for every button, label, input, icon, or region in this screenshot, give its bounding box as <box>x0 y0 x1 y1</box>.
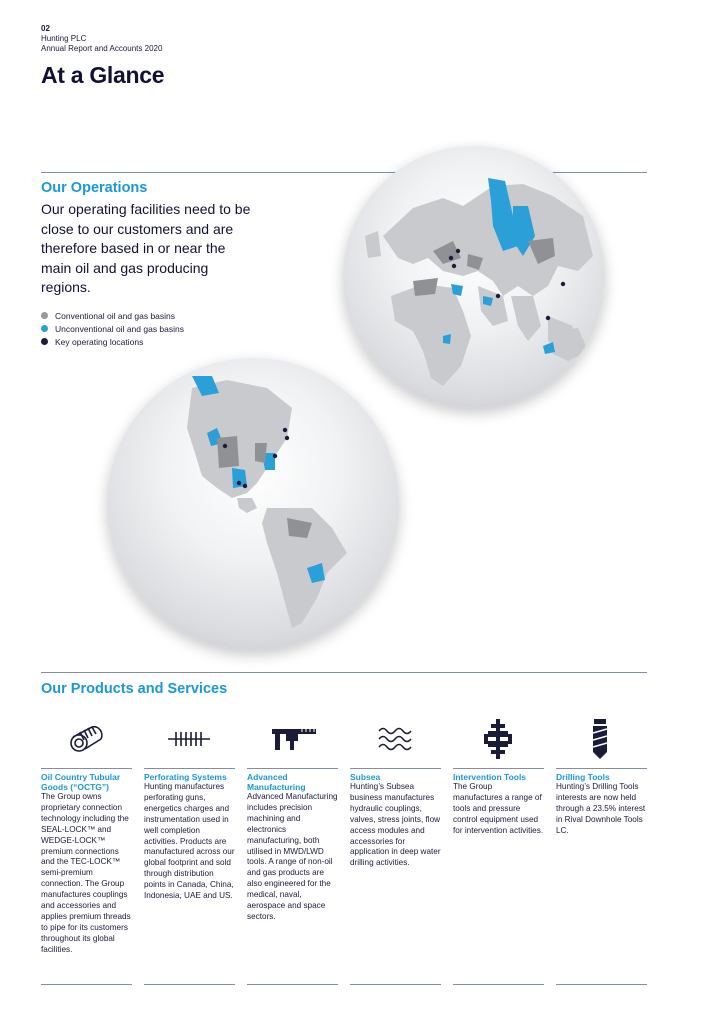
products-heading: Our Products and Services <box>41 681 228 697</box>
western-hemisphere-map <box>107 358 399 650</box>
legend-conventional <box>41 309 184 322</box>
product-title: Drilling Tools <box>556 768 647 782</box>
product-column-subsea <box>350 768 441 869</box>
product-text: Hunting’s Subsea business manufactures hydraulic couplings, valves, stress joints, flow access modules and accessories for application in deep water drilling activities. <box>350 782 441 868</box>
column-bottom-rule <box>41 984 132 985</box>
product-text: Hunting’s Drilling Tools interests are now held through a 23.5% interest in Rival Downhole Tools LC. <box>556 782 646 835</box>
pipe-icon <box>68 724 104 754</box>
page-title: At a Glance <box>41 62 165 88</box>
column-bottom-rule <box>350 984 441 985</box>
page-header <box>41 24 162 54</box>
globe-western-hemisphere <box>107 358 399 650</box>
perforating-icon-box <box>168 718 260 760</box>
legend-key-locations <box>41 335 184 348</box>
product-column-advanced <box>247 768 338 923</box>
key-location-swatch <box>41 338 48 345</box>
product-column-octg <box>41 768 132 956</box>
legend-label: Unconventional oil and gas basins <box>55 323 185 334</box>
product-text: Hunting manufactures perforating guns, energetics charges and instrumentation used in well completion activities. Products are manufactured across our global footprint and sold through distribution points in Canada, China, Indonesia, UAE and US. <box>144 782 235 901</box>
product-text: The Group owns proprietary connection technology including the SEAL-LOCK™ and WEDGE-LOCK™ premium connections and the TEC-LOCK™ semi-premium connection. The Group manufactures couplings and accessories and applies premium threads to pipe for its customers throughout its global facilities. <box>41 792 131 954</box>
operations-text: Our operating facilities need to be close to our customers and are therefore based in or near the main oil and gas producing regions. <box>41 201 251 295</box>
product-title: Perforating Systems <box>144 768 235 782</box>
company-name: Hunting PLC <box>41 34 87 43</box>
operations-heading: Our Operations <box>41 180 148 196</box>
legend-label: Key operating locations <box>55 336 144 347</box>
product-title: Oil Country Tubular Goods (“OCTG”) <box>41 768 132 792</box>
legend-unconventional <box>41 322 184 335</box>
column-bottom-rule <box>453 984 544 985</box>
product-column-perforating <box>144 768 235 902</box>
product-text: Advanced Manufacturing includes precision machining and electronics manufacturing, both utilised in MWD/LWD tools. A range of non-oil and gas products are also engineered for the medical, naval, aerospace and space sectors. <box>247 792 338 921</box>
column-bottom-rule <box>247 984 338 985</box>
drill-bit-icon <box>590 719 610 759</box>
unconventional-swatch <box>41 325 48 332</box>
column-bottom-rule <box>144 984 235 985</box>
advanced-icon-box <box>272 718 364 760</box>
caliper-icon <box>272 726 316 752</box>
octg-icon-box <box>68 718 160 760</box>
page-number: 02 <box>41 24 50 33</box>
perforating-gun-icon <box>168 729 210 749</box>
product-title: Intervention Tools <box>453 768 544 782</box>
product-title: Subsea <box>350 768 441 782</box>
report-name: Annual Report and Accounts 2020 <box>41 44 163 53</box>
waves-icon <box>378 726 412 752</box>
legend-label: Conventional oil and gas basins <box>55 310 176 321</box>
column-bottom-rule <box>556 984 647 985</box>
product-title: Advanced Manufacturing <box>247 768 338 792</box>
drilling-icon-box <box>590 718 682 760</box>
product-column-drilling <box>556 768 647 837</box>
intervention-tool-icon <box>484 719 512 759</box>
product-column-intervention <box>453 768 544 837</box>
product-text: The Group manufactures a range of tools and pressure control equipment used for intervention activities. <box>453 782 544 835</box>
section-divider <box>41 672 647 673</box>
map-legend <box>41 309 184 348</box>
conventional-swatch <box>41 312 48 319</box>
subsea-icon-box <box>378 718 470 760</box>
intervention-icon-box <box>484 718 576 760</box>
